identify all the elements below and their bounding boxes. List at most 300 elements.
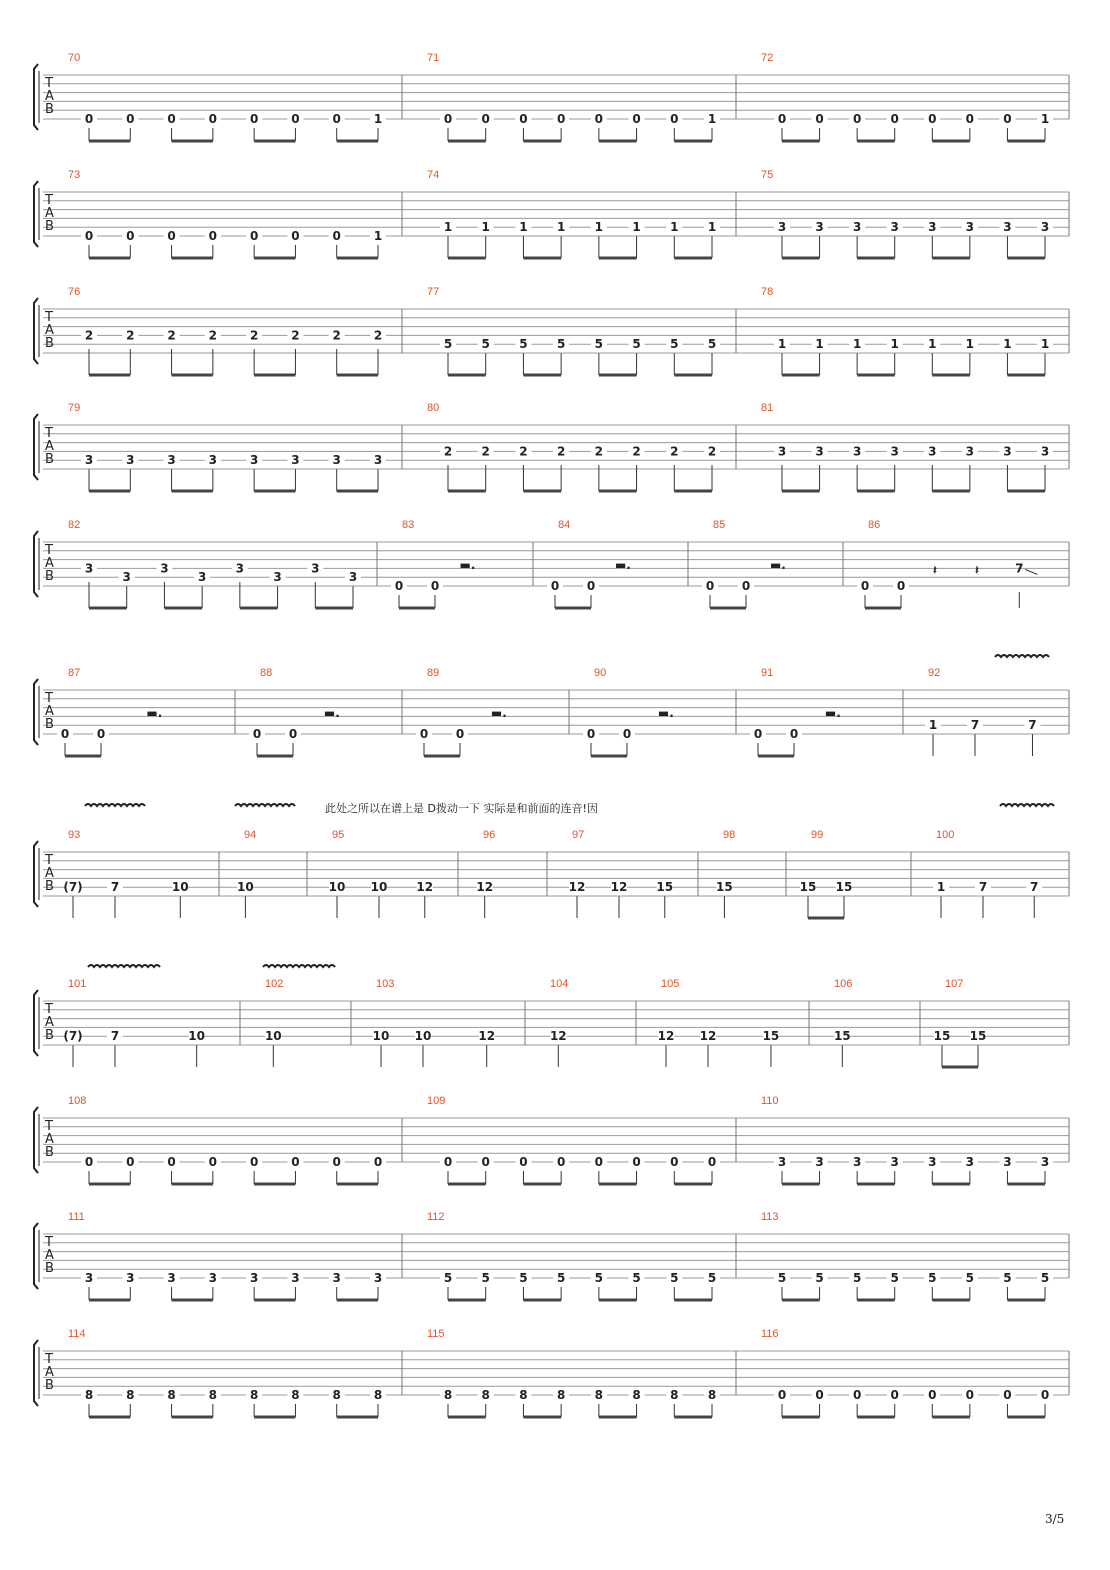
- measure-number: 96: [483, 829, 496, 841]
- fret-number: 0: [208, 229, 218, 243]
- fret-number: 3: [928, 444, 937, 459]
- measure-number: 88: [260, 667, 273, 679]
- fret-number: 7: [1030, 880, 1039, 895]
- fret-number: 3: [167, 453, 176, 468]
- fret-number: 1: [1040, 112, 1050, 126]
- fret-number: 3: [311, 561, 320, 576]
- fret-number: 3: [777, 1155, 787, 1169]
- system-bracket: [34, 298, 38, 364]
- measure-number: 75: [761, 169, 774, 181]
- fret-number: 8: [519, 1388, 528, 1402]
- tab-clef-letter: T: [45, 193, 53, 208]
- fret-number: 12: [549, 1029, 567, 1044]
- fret-number: 0: [291, 112, 300, 126]
- fret-number: 0: [1003, 1388, 1012, 1402]
- fret-number: 0: [373, 1155, 383, 1169]
- fret-number: 12: [478, 1029, 496, 1044]
- fret-number: 10: [171, 880, 189, 895]
- tab-clef-letter: A: [45, 556, 54, 571]
- fret-number: 2: [707, 444, 717, 459]
- fret-number: 3: [928, 1155, 937, 1169]
- fret-number: 3: [815, 220, 824, 235]
- fret-number: 0: [481, 1155, 490, 1169]
- tab-clef-letter: A: [45, 1015, 54, 1030]
- fret-number: 3: [965, 444, 975, 459]
- fret-number: 3: [890, 1155, 899, 1169]
- fret-number: 0: [815, 112, 824, 126]
- measure-number: 73: [68, 169, 81, 181]
- fret-number: 1: [443, 220, 453, 235]
- tab-clef-letter: A: [45, 1248, 54, 1263]
- fret-number: 5: [890, 1271, 899, 1285]
- measure-number: 106: [834, 978, 853, 990]
- fret-number: 1: [928, 718, 938, 733]
- fret-number: 5: [481, 1271, 490, 1285]
- fret-number: 3: [815, 444, 824, 459]
- fret-number: 2: [481, 444, 490, 459]
- tab-clef-letter: B: [45, 336, 54, 351]
- fret-number: 0: [789, 727, 799, 741]
- half-rest-dotted: ▬.: [824, 706, 841, 720]
- tab-clef-letter: B: [45, 1028, 54, 1043]
- fret-number: 2: [84, 328, 94, 343]
- fret-number: 1: [1003, 337, 1012, 352]
- fret-number: 3: [84, 453, 94, 468]
- tab-clef-letter: B: [45, 569, 54, 584]
- fret-number: 2: [332, 328, 341, 343]
- fret-number: 10: [414, 1029, 432, 1044]
- measure-number: 77: [427, 286, 440, 298]
- fret-number: 3: [777, 220, 787, 235]
- fret-number: 0: [1040, 1388, 1050, 1402]
- measure-number: 115: [427, 1328, 445, 1340]
- measure-number: 111: [68, 1211, 85, 1223]
- fret-number: 0: [707, 1155, 717, 1169]
- system-bracket: [34, 414, 38, 480]
- tab-clef-letter: T: [45, 1119, 53, 1134]
- half-rest-dotted: ▬.: [459, 558, 476, 572]
- fret-number: 0: [126, 112, 135, 126]
- half-rest-dotted: ▬.: [769, 558, 786, 572]
- fret-number: 5: [1003, 1271, 1012, 1285]
- fret-number: 0: [443, 112, 453, 126]
- fret-number: 0: [430, 579, 440, 593]
- fret-number: 10: [264, 1029, 282, 1044]
- fret-number: 10: [372, 1029, 390, 1044]
- fret-number: 0: [556, 1155, 566, 1169]
- fret-number: 2: [670, 444, 679, 459]
- fret-number: 1: [965, 337, 975, 352]
- fret-number: 8: [332, 1388, 341, 1402]
- measure-number: 91: [761, 667, 774, 679]
- half-rest-dotted: ▬.: [614, 558, 631, 572]
- fret-number: 0: [890, 112, 899, 126]
- fret-number: 5: [965, 1271, 975, 1285]
- fret-number: 0: [443, 1155, 453, 1169]
- fret-number: 2: [167, 328, 176, 343]
- fret-number: 3: [84, 561, 94, 576]
- fret-number: 8: [291, 1388, 300, 1402]
- fret-number: 7: [110, 880, 120, 895]
- fret-number: 5: [594, 337, 604, 352]
- fret-number: 3: [1003, 1155, 1012, 1169]
- fret-number: 0: [753, 727, 763, 741]
- tab-clef-letter: B: [45, 452, 54, 467]
- fret-number: 7: [970, 718, 980, 733]
- fret-number: 15: [969, 1029, 987, 1044]
- fret-number: 0: [594, 112, 604, 126]
- fret-number: 0: [1003, 112, 1012, 126]
- fret-number: 15: [762, 1029, 780, 1044]
- measure-number: 113: [761, 1211, 779, 1223]
- fret-number: 3: [373, 1271, 383, 1285]
- system-bracket: [34, 1223, 38, 1289]
- fret-number: 0: [288, 727, 298, 741]
- fret-number: 0: [249, 112, 259, 126]
- tab-clef-letter: B: [45, 717, 54, 732]
- fret-number: 3: [890, 444, 899, 459]
- fret-number: 3: [1040, 220, 1050, 235]
- fret-number: 0: [777, 1388, 787, 1402]
- measure-number: 100: [936, 829, 955, 841]
- fret-number: 8: [481, 1388, 490, 1402]
- fret-number: 0: [670, 112, 679, 126]
- fret-number: 2: [632, 444, 641, 459]
- fret-number: 0: [332, 229, 341, 243]
- fret-number: 3: [208, 1271, 218, 1285]
- performance-annotation: 此处之所以在谱上是 D拨动一下 实际是和前面的连音!因: [325, 802, 598, 815]
- fret-number: 3: [815, 1155, 824, 1169]
- vibrato-mark: [235, 804, 295, 806]
- fret-number: 1: [777, 337, 787, 352]
- fret-number: 8: [84, 1388, 94, 1402]
- fret-number: 12: [699, 1029, 717, 1044]
- fret-number: 0: [852, 112, 862, 126]
- measure-number: 78: [761, 286, 774, 298]
- fret-number: 5: [707, 337, 717, 352]
- fret-number: 1: [481, 220, 490, 235]
- fret-number: 5: [481, 337, 490, 352]
- measure-number: 86: [868, 519, 881, 531]
- fret-number: 3: [291, 1271, 300, 1285]
- fret-number: 15: [716, 880, 733, 895]
- half-rest-dotted: ▬.: [146, 706, 163, 720]
- fret-number: 0: [84, 112, 94, 126]
- fret-number: 5: [556, 337, 566, 352]
- measure-number: 72: [761, 52, 774, 64]
- tab-clef-letter: B: [45, 102, 54, 117]
- measure-number: 99: [811, 829, 824, 841]
- tab-clef-letter: A: [45, 323, 54, 338]
- fret-number: 3: [197, 570, 207, 585]
- fret-number: 7: [110, 1029, 120, 1044]
- fret-number: 3: [160, 561, 169, 576]
- tab-clef-letter: A: [45, 1365, 54, 1380]
- fret-number: 15: [799, 880, 817, 895]
- fret-number: 8: [208, 1388, 218, 1402]
- fret-number: 2: [556, 444, 566, 459]
- tab-clef-letter: T: [45, 691, 53, 706]
- fret-number: 15: [835, 880, 853, 895]
- fret-number: 12: [657, 1029, 675, 1044]
- fret-number: 3: [852, 220, 862, 235]
- fret-number: 0: [928, 1388, 937, 1402]
- fret-number: 0: [556, 112, 566, 126]
- fret-number: 8: [373, 1388, 383, 1402]
- fret-number: 2: [594, 444, 604, 459]
- fret-number: 1: [890, 337, 899, 352]
- measure-number: 94: [244, 829, 257, 841]
- fret-number: 5: [777, 1271, 787, 1285]
- fret-number: 3: [965, 220, 975, 235]
- fret-number: 0: [291, 229, 300, 243]
- fret-number: 0: [481, 112, 490, 126]
- fret-number: 3: [126, 453, 135, 468]
- fret-number: 0: [852, 1388, 862, 1402]
- fret-number: 1: [1040, 337, 1050, 352]
- fret-number: 12: [568, 880, 586, 895]
- quarter-rest: 𝄽: [975, 563, 979, 577]
- fret-number: 10: [237, 880, 254, 895]
- fret-number: 0: [291, 1155, 300, 1169]
- fret-number: 1: [670, 220, 679, 235]
- fret-number: 3: [249, 453, 259, 468]
- measure-number: 114: [68, 1328, 86, 1340]
- fret-number: 0: [332, 1155, 341, 1169]
- fret-number: 2: [443, 444, 453, 459]
- measure-number: 116: [761, 1328, 779, 1340]
- tab-clef-letter: A: [45, 206, 54, 221]
- vibrato-mark: [263, 965, 335, 967]
- vibrato-mark: [1000, 804, 1054, 806]
- fret-number: 8: [167, 1388, 176, 1402]
- fret-number: 5: [594, 1271, 604, 1285]
- fret-number: 8: [707, 1388, 717, 1402]
- measure-number: 95: [332, 829, 345, 841]
- fret-number: 5: [707, 1271, 717, 1285]
- fret-number: 0: [622, 727, 632, 741]
- measure-number: 105: [661, 978, 680, 990]
- fret-number: 0: [586, 727, 596, 741]
- fret-number: 0: [84, 1155, 94, 1169]
- fret-number: 5: [632, 337, 641, 352]
- fret-number: 0: [126, 1155, 135, 1169]
- fret-number: 1: [556, 220, 566, 235]
- fret-number: 8: [556, 1388, 566, 1402]
- fret-number: 3: [235, 561, 245, 576]
- fret-number: 0: [60, 727, 70, 741]
- fret-number: 0: [167, 112, 176, 126]
- tab-clef-letter: T: [45, 310, 53, 325]
- fret-number: 0: [208, 1155, 218, 1169]
- fret-number: 3: [852, 444, 862, 459]
- fret-number: 0: [815, 1388, 824, 1402]
- fret-number: 3: [249, 1271, 259, 1285]
- measure-number: 84: [558, 519, 571, 531]
- fret-number: 15: [933, 1029, 951, 1044]
- measure-number: 76: [68, 286, 81, 298]
- fret-number: 0: [777, 112, 787, 126]
- tab-clef-letter: B: [45, 879, 54, 894]
- fret-number: 1: [632, 220, 641, 235]
- fret-number: 0: [632, 1155, 641, 1169]
- measure-number: 102: [265, 978, 284, 990]
- measure-number: 112: [427, 1211, 445, 1223]
- fret-number: 3: [1040, 444, 1050, 459]
- fret-number: 0: [208, 112, 218, 126]
- measure-number: 80: [427, 402, 440, 414]
- half-rest-dotted: ▬.: [490, 706, 507, 720]
- measure-number: 104: [550, 978, 569, 990]
- fret-number: 0: [249, 229, 259, 243]
- tab-clef-letter: A: [45, 704, 54, 719]
- fret-number: 3: [965, 1155, 975, 1169]
- fret-number: 0: [96, 727, 106, 741]
- measure-number: 82: [68, 519, 81, 531]
- fret-number: 0: [632, 112, 641, 126]
- fret-number: 8: [249, 1388, 259, 1402]
- measure-number: 101: [68, 978, 87, 990]
- fret-number: 0: [550, 579, 560, 593]
- fret-number: 0: [394, 579, 404, 593]
- tab-clef-letter: T: [45, 853, 53, 868]
- system-bracket: [34, 64, 38, 130]
- fret-number: 8: [443, 1388, 453, 1402]
- fret-number: 10: [188, 1029, 206, 1044]
- tab-clef-letter: T: [45, 1235, 53, 1250]
- fret-number: 3: [373, 453, 383, 468]
- tab-clef-letter: B: [45, 1378, 54, 1393]
- half-rest-dotted: ▬.: [657, 706, 674, 720]
- measure-number: 70: [68, 52, 81, 64]
- fret-number: 3: [332, 453, 341, 468]
- fret-number: 2: [208, 328, 218, 343]
- fret-number: 10: [328, 880, 346, 895]
- fret-number: (7): [63, 1029, 83, 1044]
- fret-number: 0: [594, 1155, 604, 1169]
- measure-number: 98: [723, 829, 736, 841]
- fret-number: 0: [860, 579, 870, 593]
- fret-number: 3: [84, 1271, 94, 1285]
- fret-number: 5: [928, 1271, 937, 1285]
- system-bracket: [34, 841, 38, 907]
- vibrato-mark: [85, 804, 145, 806]
- fret-number: 0: [890, 1388, 899, 1402]
- fret-number: 5: [443, 337, 453, 352]
- tab-clef-letter: T: [45, 426, 53, 441]
- fret-number: 3: [348, 570, 358, 585]
- fret-number: 1: [373, 112, 383, 126]
- fret-number: 1: [707, 220, 717, 235]
- fret-number: 5: [815, 1271, 824, 1285]
- tab-clef-letter: B: [45, 219, 54, 234]
- fret-number: 0: [252, 727, 262, 741]
- fret-number: 3: [1003, 444, 1012, 459]
- fret-number: 0: [896, 579, 906, 593]
- fret-number: 2: [519, 444, 528, 459]
- fret-number: 5: [670, 1271, 679, 1285]
- fret-number: 8: [126, 1388, 135, 1402]
- fret-number: 0: [705, 579, 715, 593]
- fret-number: 0: [519, 112, 528, 126]
- fret-number: 0: [965, 112, 975, 126]
- fret-number: 7: [1015, 561, 1024, 576]
- page-number: 3/5: [1045, 1512, 1065, 1526]
- fret-number: 3: [852, 1155, 862, 1169]
- measure-number: 79: [68, 402, 81, 414]
- measure-number: 103: [376, 978, 395, 990]
- fret-number: 2: [126, 328, 135, 343]
- measure-number: 97: [572, 829, 585, 841]
- fret-number: 5: [1040, 1271, 1050, 1285]
- fret-number: 1: [373, 229, 383, 243]
- measure-number: 81: [761, 402, 774, 414]
- fret-number: 0: [928, 112, 937, 126]
- measure-number: 93: [68, 829, 81, 841]
- fret-number: 1: [815, 337, 824, 352]
- half-rest-dotted: ▬.: [323, 706, 340, 720]
- fret-number: 0: [126, 229, 135, 243]
- tab-clef-letter: T: [45, 543, 53, 558]
- fret-number: 5: [670, 337, 679, 352]
- fret-number: 15: [656, 880, 674, 895]
- fret-number: 3: [126, 1271, 135, 1285]
- fret-number: 8: [632, 1388, 641, 1402]
- quarter-rest: 𝄽: [933, 563, 937, 577]
- fret-number: 15: [833, 1029, 851, 1044]
- measure-number: 109: [427, 1095, 446, 1107]
- fret-number: 8: [670, 1388, 679, 1402]
- slide-mark: [1025, 569, 1037, 574]
- tab-clef-letter: A: [45, 439, 54, 454]
- system-bracket: [34, 990, 38, 1056]
- measure-number: 85: [713, 519, 726, 531]
- tab-clef-letter: T: [45, 1352, 53, 1367]
- tab-clef-letter: T: [45, 1002, 53, 1017]
- fret-number: 5: [519, 1271, 528, 1285]
- fret-number: 0: [419, 727, 429, 741]
- fret-number: 2: [249, 328, 259, 343]
- measure-number: 71: [427, 52, 440, 64]
- fret-number: 12: [476, 880, 494, 895]
- fret-number: 2: [373, 328, 383, 343]
- fret-number: 1: [519, 220, 528, 235]
- fret-number: 0: [670, 1155, 679, 1169]
- fret-number: 1: [594, 220, 604, 235]
- fret-number: 12: [416, 880, 434, 895]
- fret-number: 3: [1040, 1155, 1050, 1169]
- tab-clef-letter: A: [45, 866, 54, 881]
- fret-number: 7: [1028, 718, 1037, 733]
- measure-number: 108: [68, 1095, 87, 1107]
- measure-number: 110: [761, 1095, 779, 1107]
- fret-number: 0: [455, 727, 465, 741]
- fret-number: 2: [291, 328, 300, 343]
- measure-number: 90: [594, 667, 607, 679]
- fret-number: 0: [167, 229, 176, 243]
- fret-number: 3: [122, 570, 131, 585]
- fret-number: 7: [978, 880, 988, 895]
- tab-clef-letter: B: [45, 1261, 54, 1276]
- system-bracket: [34, 1107, 38, 1173]
- system-bracket: [34, 531, 38, 597]
- fret-number: 0: [741, 579, 751, 593]
- fret-number: 1: [936, 880, 946, 895]
- fret-number: (7): [63, 880, 83, 895]
- fret-number: 0: [586, 579, 596, 593]
- measure-number: 87: [68, 667, 81, 679]
- fret-number: 0: [332, 112, 341, 126]
